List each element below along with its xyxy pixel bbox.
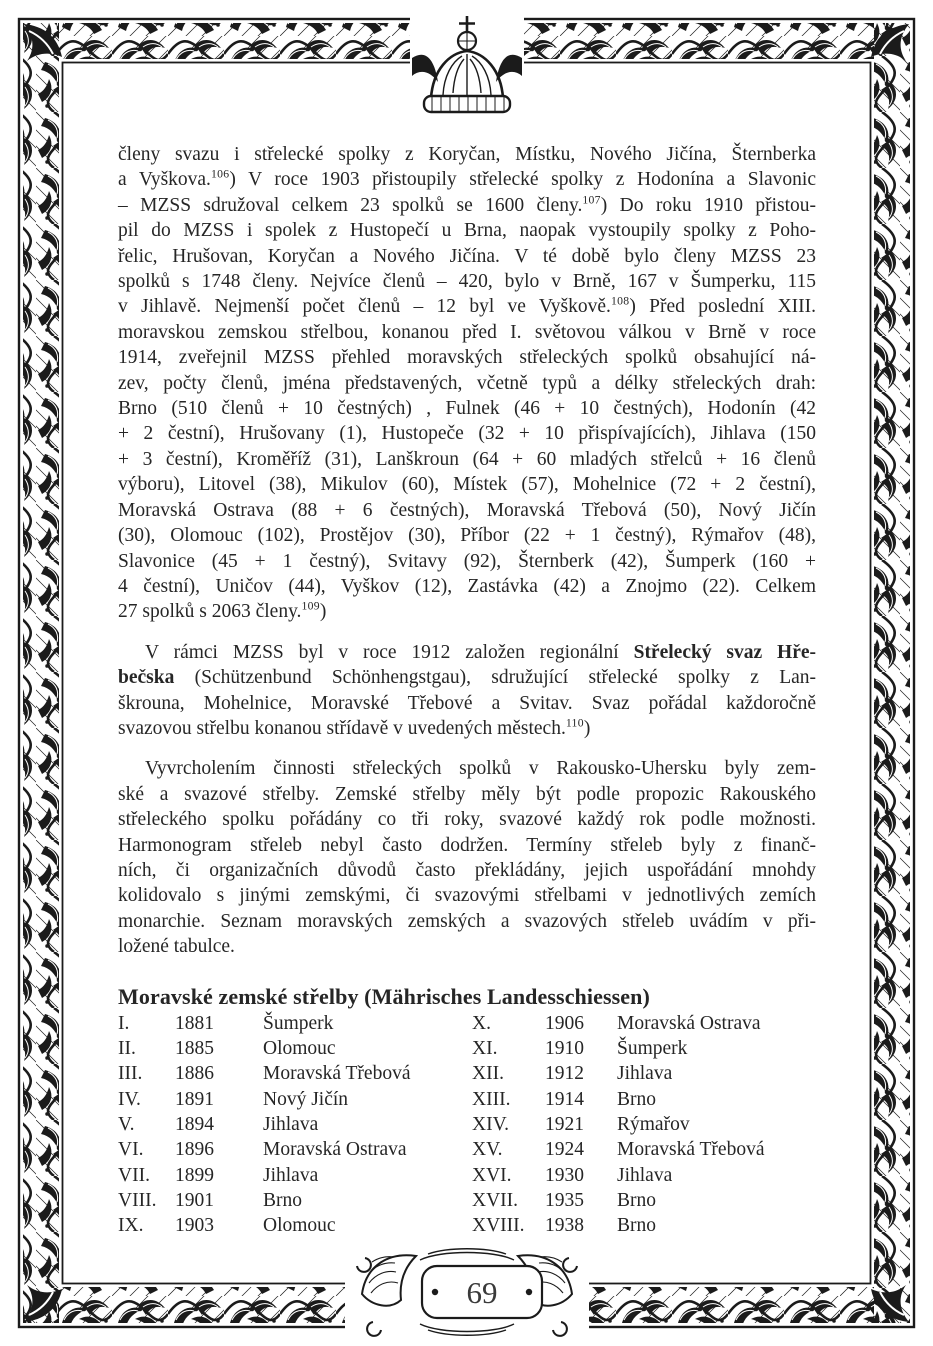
page-number-cartouche — [345, 1246, 589, 1342]
paragraph — [118, 640, 816, 742]
table-cell-city: Brno — [617, 1215, 656, 1237]
table-cell-year: 1891 — [175, 1088, 214, 1110]
text-line: členy svazu i střelecké spolky z Koryčan, Místku, Nového Jičína, Šternberka — [118, 144, 816, 165]
text-line: pil do MZSS i spolek z Hustopečí u Brna, naopak vystoupily spolky z Poho- — [118, 220, 816, 242]
text-line: + 3 čestní), Kroměříž (31), Lanškroun (64 + 60 mladých střelců + 16 členů — [118, 448, 816, 470]
table-cell-no: XIII. — [472, 1088, 511, 1110]
text-line: 4 čestní), Uničov (44), Vyškov (12), Zastávka (42) a Znojmo (22). Celkem — [118, 575, 816, 597]
text-line: střeleckého spolku pořádány co tři roky, svazové každý rok podle možnosti. — [118, 809, 816, 831]
table-cell-city: Brno — [617, 1190, 656, 1211]
table-cell-year: 1886 — [175, 1063, 214, 1085]
table-cell-year: 1910 — [545, 1037, 584, 1059]
table-cell-city: Nový Jičín — [263, 1088, 349, 1110]
table-cell-year: 1914 — [545, 1088, 584, 1110]
paragraph — [118, 142, 816, 625]
table-cell-city: Šumperk — [617, 1037, 688, 1059]
text-line: bečska (Schützenbund Schönhengstgau), sdružující střelecké spolky z Lan- — [118, 667, 816, 689]
text-line: Moravská Ostrava (88 + 6 čestných), Moravská Třebová (50), Nový Jičín — [118, 499, 816, 521]
table-cell-city: Moravská Třebová — [617, 1139, 765, 1161]
text-line: v Jihlavě. Nejmenší počet členů – 12 byl ve Vyškově.$^{108}$) Před poslední XIII. — [118, 294, 817, 318]
text-line: ložené tabulce. — [118, 936, 235, 958]
text-line: výboru), Litovel (38), Mikulov (60), Místek (57), Mohelnice (72 + 2 čestní), — [118, 474, 816, 496]
table-cell-no: X. — [472, 1012, 491, 1034]
table-cell-city: Brno — [263, 1190, 302, 1211]
text-line: (30), Olomouc (102), Prostějov (30), Příbor (22 + 1 čestný), Rýmařov (48), — [118, 525, 816, 547]
table-cell-city: Jihlava — [263, 1164, 319, 1186]
table-cell-no: XVIII. — [472, 1215, 525, 1237]
table-cell-no: IV. — [118, 1088, 141, 1110]
text-line: V rámci MZSS byl v roce 1912 založen regionální Střelecký svaz Hře- — [145, 641, 816, 663]
text-line: Vyvrcholením činnosti střeleckých spolků v Rakousko-Uhersku byly zem- — [145, 758, 816, 780]
table-cell-no: XVI. — [472, 1164, 512, 1186]
table-cell-year: 1930 — [545, 1164, 584, 1186]
text-line: svazovou střelbu konanou střídavě v uvedených městech.$^{110}$) — [118, 716, 591, 739]
text-line: řelic, Hrušovan, Koryčan a Nového Jičína. V té době bylo členy MZSS 23 — [118, 245, 816, 267]
page-content — [118, 142, 816, 1239]
table-cell-year: 1924 — [545, 1139, 584, 1161]
body-paragraphs — [118, 142, 816, 960]
text-line: 1914, zveřejnil MZSS přehled moravských střeleckých spolků obsahující ná- — [118, 347, 816, 369]
table-cell-city: Rýmařov — [617, 1113, 690, 1135]
table-cell-no: II. — [118, 1037, 136, 1059]
table-cell-city: Olomouc — [263, 1215, 336, 1237]
table-cell-no: VIII. — [118, 1190, 157, 1211]
table-cell-year: 1938 — [545, 1215, 584, 1237]
table-cell-year: 1885 — [175, 1037, 214, 1059]
table-cell-year: 1894 — [175, 1113, 214, 1135]
table-cell-city: Moravská Třebová — [263, 1063, 411, 1085]
table-cell-city: Moravská Ostrava — [617, 1012, 761, 1034]
table-cell-year: 1921 — [545, 1113, 584, 1135]
text-line: – MZSS sdružoval celkem 23 spolků se 1600 členy.$^{107}$) Do roku 1910 přistou- — [118, 193, 817, 216]
table-cell-city: Jihlava — [617, 1063, 673, 1085]
text-line: moravskou zemskou střelbou, konanou před I. světovou válkou v Brně v roce — [118, 321, 816, 343]
table-cell-no: I. — [118, 1012, 130, 1034]
text-line: Harmonogram střeleb nebyl často dodržen. Termíny střeleb byly z finanč- — [118, 834, 816, 856]
table-cell-city: Brno — [617, 1088, 656, 1110]
table-cell-city: Jihlava — [617, 1164, 673, 1186]
text-line: Slavonice (45 + 1 čestný), Svitavy (92), Šternberk (42), Šumperk (160 + — [118, 550, 816, 572]
imperial-crown-icon — [410, 12, 524, 114]
text-line: zev, počty členů, jména představených, včetně typů a délky střeleckých drah: — [118, 372, 816, 394]
table-cell-year: 1912 — [545, 1063, 584, 1085]
table-cell-city: Moravská Ostrava — [263, 1139, 407, 1161]
text-line: spolků s 1748 členy. Nejvíce členů – 420, bylo v Brně, 167 v Šumperku, 115 — [118, 271, 816, 293]
text-line: a Vyškova.$^{106}$) V roce 1903 přistoupily střelecké spolky z Hodonína a Slavonic — [118, 167, 816, 191]
table-cell-city: Šumperk — [263, 1012, 334, 1034]
table-cell-year: 1935 — [545, 1190, 584, 1211]
table-cell-city: Jihlava — [263, 1113, 319, 1135]
table-cell-no: XI. — [472, 1037, 498, 1059]
table-cell-year: 1881 — [175, 1012, 214, 1034]
section-heading: Moravské zemské střelby (Mährisches Landesschiessen) — [118, 983, 650, 1009]
table-cell-no: VII. — [118, 1164, 150, 1186]
text-line: ské a svazové střelby. Zemské střelby měly být podle propozic Rakouského — [118, 783, 816, 805]
table-cell-no: XII. — [472, 1063, 504, 1085]
table-cell-year: 1906 — [545, 1012, 584, 1034]
table-cell-no: VI. — [118, 1139, 144, 1161]
table-cell-no: IX. — [118, 1215, 144, 1237]
text-line: + 2 čestní), Hrušovany (1), Hustopeče (32 + 10 přispívajících), Jihlava (150 — [118, 423, 816, 445]
page-number: 69 — [466, 1275, 498, 1310]
table-cell-year: 1896 — [175, 1139, 214, 1161]
table-cell-year: 1903 — [175, 1215, 214, 1237]
text-line: 27 spolků s 2063 členy.$^{109}$) — [118, 599, 327, 623]
table-cell-no: V. — [118, 1113, 135, 1135]
text-line: škrouna, Mohelnice, Moravské Třebové a Svitav. Svaz pořádal každoročně — [118, 692, 816, 714]
text-line: Brno (510 členů + 10 čestných) , Fulnek (46 + 10 čestných), Hodonín (42 — [118, 398, 816, 420]
table-cell-city: Olomouc — [263, 1037, 336, 1059]
text-line: monarchie. Seznam moravských zemských a svazových střeleb uvádím v při- — [118, 910, 816, 932]
table-cell-no: XV. — [472, 1139, 503, 1161]
table-cell-no: XVII. — [472, 1190, 519, 1211]
table-cell-no: III. — [118, 1063, 143, 1085]
table-cell-no: XIV. — [472, 1113, 510, 1135]
shooting-table — [118, 1011, 816, 1239]
table-cell-year: 1901 — [175, 1190, 214, 1211]
text-line: ních, či organizačních důvodů často překládány, jejich uspořádání mnohdy — [118, 859, 816, 881]
text-line: kolidovalo s jinými zemskými, či svazovými střelbami v jednotlivých zemích — [118, 885, 816, 907]
paragraph — [118, 756, 816, 959]
table-cell-year: 1899 — [175, 1164, 214, 1186]
